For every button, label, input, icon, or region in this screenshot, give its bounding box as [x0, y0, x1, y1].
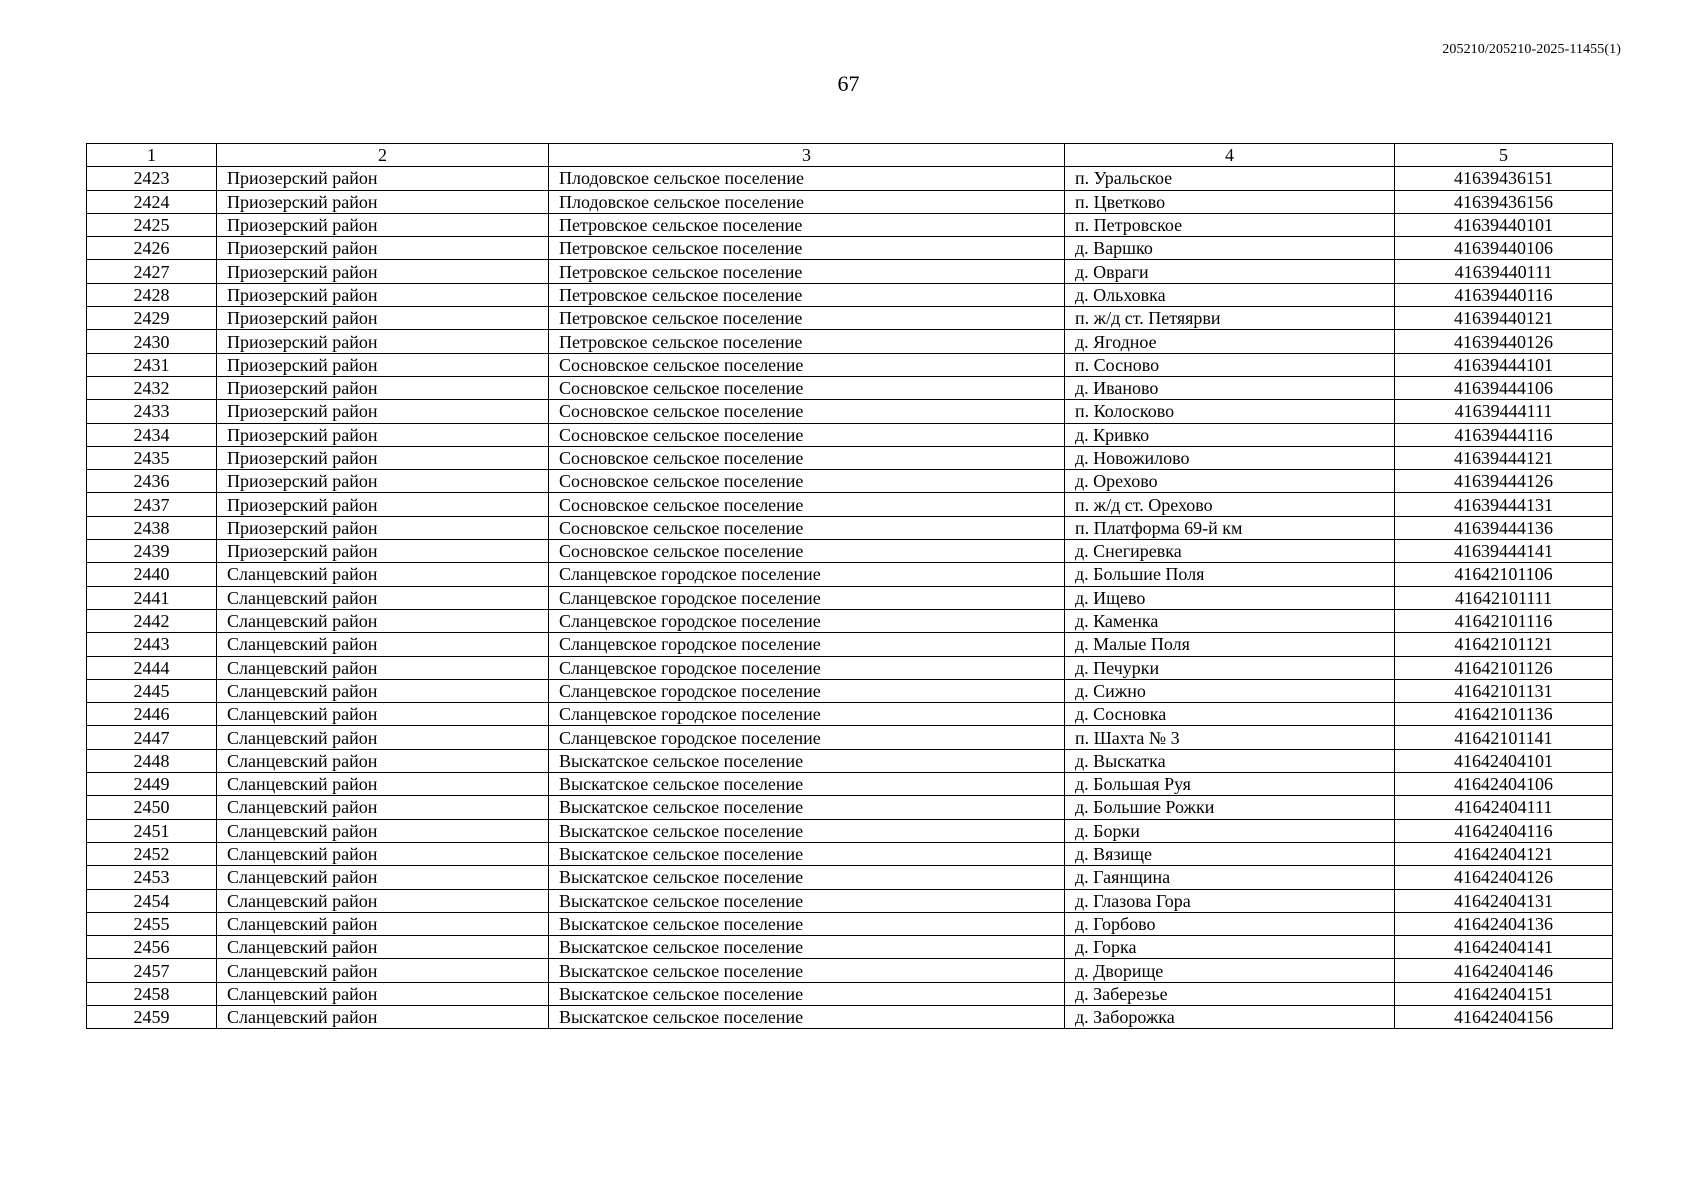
table-row [87, 889, 1613, 912]
locality-cell: п. ж/д ст. Орехово [1065, 493, 1395, 516]
locality-cell: д. Борки [1065, 819, 1395, 842]
settlement-cell: Петровское сельское поселение [549, 213, 1065, 236]
district-cell: Приозерский район [217, 353, 549, 376]
settlement-cell: Выскатское сельское поселение [549, 842, 1065, 865]
row-number-cell: 2437 [87, 493, 217, 516]
district-cell: Приозерский район [217, 237, 549, 260]
row-number-cell: 2434 [87, 423, 217, 446]
row-number-cell: 2444 [87, 656, 217, 679]
settlement-cell: Сосновское сельское поселение [549, 516, 1065, 539]
row-number-cell: 2449 [87, 773, 217, 796]
locality-cell: п. ж/д ст. Петяярви [1065, 307, 1395, 330]
table-row [87, 260, 1613, 283]
row-number-cell: 2430 [87, 330, 217, 353]
district-cell: Сланцевский район [217, 796, 549, 819]
district-cell: Сланцевский район [217, 656, 549, 679]
locality-cell: д. Гаянщина [1065, 866, 1395, 889]
code-cell: 41642101131 [1395, 679, 1613, 702]
code-cell: 41642404106 [1395, 773, 1613, 796]
settlement-cell: Сланцевское городское поселение [549, 609, 1065, 632]
locality-cell: д. Сосновка [1065, 703, 1395, 726]
district-cell: Сланцевский район [217, 819, 549, 842]
code-cell: 41639440111 [1395, 260, 1613, 283]
district-cell: Сланцевский район [217, 749, 549, 772]
row-number-cell: 2428 [87, 283, 217, 306]
code-cell: 41639444111 [1395, 400, 1613, 423]
table-row [87, 866, 1613, 889]
settlement-cell: Сосновское сельское поселение [549, 376, 1065, 399]
table-row [87, 376, 1613, 399]
column-header: 2 [217, 144, 549, 167]
table-row [87, 213, 1613, 236]
district-cell: Приозерский район [217, 190, 549, 213]
table-row [87, 609, 1613, 632]
code-cell: 41642101136 [1395, 703, 1613, 726]
code-cell: 41639440101 [1395, 213, 1613, 236]
district-cell: Сланцевский район [217, 959, 549, 982]
locality-cell: д. Горка [1065, 936, 1395, 959]
page-number: 67 [837, 71, 860, 96]
locality-cell: д. Орехово [1065, 470, 1395, 493]
code-cell: 41642404116 [1395, 819, 1613, 842]
row-number-cell: 2441 [87, 586, 217, 609]
locality-cell: д. Варшко [1065, 237, 1395, 260]
settlement-cell: Плодовское сельское поселение [549, 167, 1065, 190]
district-cell: Сланцевский район [217, 936, 549, 959]
locality-cell: д. Сижно [1065, 679, 1395, 702]
table-row [87, 330, 1613, 353]
district-cell: Сланцевский район [217, 912, 549, 935]
locality-cell: д. Выскатка [1065, 749, 1395, 772]
table-row [87, 446, 1613, 469]
table-row [87, 400, 1613, 423]
district-cell: Сланцевский район [217, 586, 549, 609]
district-cell: Сланцевский район [217, 726, 549, 749]
settlement-cell: Петровское сельское поселение [549, 307, 1065, 330]
row-number-cell: 2450 [87, 796, 217, 819]
table-row [87, 959, 1613, 982]
table-row [87, 796, 1613, 819]
settlement-cell: Выскатское сельское поселение [549, 936, 1065, 959]
code-cell: 41642404121 [1395, 842, 1613, 865]
code-cell: 41639440106 [1395, 237, 1613, 260]
table-row [87, 679, 1613, 702]
settlement-cell: Выскатское сельское поселение [549, 889, 1065, 912]
row-number-cell: 2435 [87, 446, 217, 469]
column-header: 3 [549, 144, 1065, 167]
table-row [87, 819, 1613, 842]
row-number-cell: 2453 [87, 866, 217, 889]
table-row [87, 633, 1613, 656]
settlement-cell: Петровское сельское поселение [549, 330, 1065, 353]
row-number-cell: 2458 [87, 982, 217, 1005]
code-cell: 41639444126 [1395, 470, 1613, 493]
row-number-cell: 2436 [87, 470, 217, 493]
district-cell: Приозерский район [217, 423, 549, 446]
table-row [87, 307, 1613, 330]
table-row [87, 353, 1613, 376]
district-cell: Приозерский район [217, 493, 549, 516]
row-number-cell: 2433 [87, 400, 217, 423]
table-row [87, 190, 1613, 213]
table-row [87, 749, 1613, 772]
district-cell: Сланцевский район [217, 633, 549, 656]
district-cell: Приозерский район [217, 213, 549, 236]
row-number-cell: 2438 [87, 516, 217, 539]
code-cell: 41642404131 [1395, 889, 1613, 912]
table-row [87, 470, 1613, 493]
district-cell: Приозерский район [217, 307, 549, 330]
code-cell: 41642404136 [1395, 912, 1613, 935]
row-number-cell: 2454 [87, 889, 217, 912]
district-cell: Сланцевский район [217, 866, 549, 889]
settlement-cell: Сосновское сельское поселение [549, 353, 1065, 376]
settlement-cell: Петровское сельское поселение [549, 260, 1065, 283]
settlement-cell: Выскатское сельское поселение [549, 749, 1065, 772]
settlement-cell: Петровское сельское поселение [549, 237, 1065, 260]
settlement-cell: Петровское сельское поселение [549, 283, 1065, 306]
district-cell: Сланцевский район [217, 609, 549, 632]
locality-cell: д. Ягодное [1065, 330, 1395, 353]
table-row [87, 1005, 1613, 1028]
code-cell: 41642101126 [1395, 656, 1613, 679]
settlement-cell: Выскатское сельское поселение [549, 796, 1065, 819]
code-cell: 41642101121 [1395, 633, 1613, 656]
locality-cell: д. Ольховка [1065, 283, 1395, 306]
row-number-cell: 2446 [87, 703, 217, 726]
row-number-cell: 2448 [87, 749, 217, 772]
locality-cell: д. Новожилово [1065, 446, 1395, 469]
locality-cell: д. Большие Поля [1065, 563, 1395, 586]
code-cell: 41642404146 [1395, 959, 1613, 982]
district-cell: Сланцевский район [217, 703, 549, 726]
code-cell: 41642101141 [1395, 726, 1613, 749]
settlement-cell: Сланцевское городское поселение [549, 726, 1065, 749]
code-cell: 41639436156 [1395, 190, 1613, 213]
table-row [87, 493, 1613, 516]
settlement-cell: Выскатское сельское поселение [549, 866, 1065, 889]
settlement-cell: Выскатское сельское поселение [549, 912, 1065, 935]
table-row [87, 842, 1613, 865]
locality-cell: д. Глазова Гора [1065, 889, 1395, 912]
code-cell: 41639440126 [1395, 330, 1613, 353]
code-cell: 41642404111 [1395, 796, 1613, 819]
code-cell: 41642101106 [1395, 563, 1613, 586]
row-number-cell: 2443 [87, 633, 217, 656]
settlement-cell: Плодовское сельское поселение [549, 190, 1065, 213]
district-cell: Приозерский район [217, 446, 549, 469]
table-row [87, 283, 1613, 306]
code-cell: 41642404141 [1395, 936, 1613, 959]
code-cell: 41642404151 [1395, 982, 1613, 1005]
code-cell: 41642404156 [1395, 1005, 1613, 1028]
settlement-cell: Сосновское сельское поселение [549, 400, 1065, 423]
settlement-cell: Сосновское сельское поселение [549, 493, 1065, 516]
district-cell: Приозерский район [217, 400, 549, 423]
table-row [87, 912, 1613, 935]
code-cell: 41642404126 [1395, 866, 1613, 889]
locality-cell: п. Уральское [1065, 167, 1395, 190]
locality-cell: д. Иваново [1065, 376, 1395, 399]
code-cell: 41639444121 [1395, 446, 1613, 469]
locality-cell: д. Горбово [1065, 912, 1395, 935]
settlement-cell: Выскатское сельское поселение [549, 819, 1065, 842]
row-number-cell: 2456 [87, 936, 217, 959]
row-number-cell: 2431 [87, 353, 217, 376]
locality-cell: д. Овраги [1065, 260, 1395, 283]
table-row [87, 936, 1613, 959]
code-cell: 41642404101 [1395, 749, 1613, 772]
locality-cell: д. Большая Руя [1065, 773, 1395, 796]
locality-cell: д. Снегиревка [1065, 540, 1395, 563]
district-cell: Приозерский район [217, 516, 549, 539]
settlement-cell: Выскатское сельское поселение [549, 1005, 1065, 1028]
row-number-cell: 2429 [87, 307, 217, 330]
table-row [87, 656, 1613, 679]
locality-cell: д. Кривко [1065, 423, 1395, 446]
district-cell: Сланцевский район [217, 889, 549, 912]
settlement-cell: Сланцевское городское поселение [549, 679, 1065, 702]
settlement-cell: Сосновское сельское поселение [549, 446, 1065, 469]
district-cell: Сланцевский район [217, 1005, 549, 1028]
district-cell: Приозерский район [217, 540, 549, 563]
table-row [87, 167, 1613, 190]
locality-cell: д. Каменка [1065, 609, 1395, 632]
table-row [87, 237, 1613, 260]
code-cell: 41642101116 [1395, 609, 1613, 632]
district-cell: Приозерский район [217, 330, 549, 353]
locality-cell: д. Дворище [1065, 959, 1395, 982]
settlement-cell: Выскатское сельское поселение [549, 773, 1065, 796]
code-cell: 41639444131 [1395, 493, 1613, 516]
settlement-cell: Сланцевское городское поселение [549, 563, 1065, 586]
row-number-cell: 2424 [87, 190, 217, 213]
settlement-cell: Выскатское сельское поселение [549, 982, 1065, 1005]
district-cell: Приозерский район [217, 260, 549, 283]
district-cell: Приозерский район [217, 470, 549, 493]
column-header: 4 [1065, 144, 1395, 167]
row-number-cell: 2439 [87, 540, 217, 563]
row-number-cell: 2426 [87, 237, 217, 260]
locality-cell: д. Заберезье [1065, 982, 1395, 1005]
row-number-cell: 2459 [87, 1005, 217, 1028]
settlement-cell: Сосновское сельское поселение [549, 423, 1065, 446]
table-row [87, 703, 1613, 726]
locality-cell: п. Колосково [1065, 400, 1395, 423]
locality-cell: д. Малые Поля [1065, 633, 1395, 656]
column-header: 5 [1395, 144, 1613, 167]
settlement-cell: Сланцевское городское поселение [549, 703, 1065, 726]
district-cell: Сланцевский район [217, 773, 549, 796]
code-cell: 41642101111 [1395, 586, 1613, 609]
district-cell: Приозерский район [217, 376, 549, 399]
code-cell: 41639444106 [1395, 376, 1613, 399]
code-cell: 41639444141 [1395, 540, 1613, 563]
row-number-cell: 2445 [87, 679, 217, 702]
table-row [87, 423, 1613, 446]
column-header: 1 [87, 144, 217, 167]
row-number-cell: 2432 [87, 376, 217, 399]
table-header-row [87, 144, 1613, 167]
table-body [87, 167, 1613, 1029]
settlement-cell: Сосновское сельское поселение [549, 470, 1065, 493]
settlement-cell: Сланцевское городское поселение [549, 633, 1065, 656]
table-row [87, 563, 1613, 586]
table-row [87, 982, 1613, 1005]
table-row [87, 726, 1613, 749]
code-cell: 41639436151 [1395, 167, 1613, 190]
code-cell: 41639444101 [1395, 353, 1613, 376]
code-cell: 41639440116 [1395, 283, 1613, 306]
code-cell: 41639440121 [1395, 307, 1613, 330]
locality-cell: д. Вязище [1065, 842, 1395, 865]
district-cell: Сланцевский район [217, 679, 549, 702]
code-cell: 41639444136 [1395, 516, 1613, 539]
locality-cell: п. Шахта № 3 [1065, 726, 1395, 749]
district-cell: Сланцевский район [217, 563, 549, 586]
settlement-cell: Сосновское сельское поселение [549, 540, 1065, 563]
locality-cell: п. Цветково [1065, 190, 1395, 213]
district-cell: Сланцевский район [217, 842, 549, 865]
settlements-table [86, 143, 1613, 1029]
locality-cell: п. Платформа 69-й км [1065, 516, 1395, 539]
table-row [87, 516, 1613, 539]
row-number-cell: 2427 [87, 260, 217, 283]
district-cell: Сланцевский район [217, 982, 549, 1005]
row-number-cell: 2451 [87, 819, 217, 842]
table-row [87, 540, 1613, 563]
settlement-cell: Выскатское сельское поселение [549, 959, 1065, 982]
district-cell: Приозерский район [217, 167, 549, 190]
district-cell: Приозерский район [217, 283, 549, 306]
locality-cell: д. Заборожка [1065, 1005, 1395, 1028]
document-id: 205210/205210-2025-11455(1) [1442, 42, 1621, 57]
row-number-cell: 2423 [87, 167, 217, 190]
settlement-cell: Сланцевское городское поселение [549, 586, 1065, 609]
row-number-cell: 2425 [87, 213, 217, 236]
row-number-cell: 2457 [87, 959, 217, 982]
row-number-cell: 2455 [87, 912, 217, 935]
locality-cell: д. Печурки [1065, 656, 1395, 679]
locality-cell: п. Сосново [1065, 353, 1395, 376]
row-number-cell: 2452 [87, 842, 217, 865]
row-number-cell: 2440 [87, 563, 217, 586]
locality-cell: д. Ищево [1065, 586, 1395, 609]
code-cell: 41639444116 [1395, 423, 1613, 446]
locality-cell: п. Петровское [1065, 213, 1395, 236]
table-row [87, 586, 1613, 609]
locality-cell: д. Большие Рожки [1065, 796, 1395, 819]
settlement-cell: Сланцевское городское поселение [549, 656, 1065, 679]
row-number-cell: 2447 [87, 726, 217, 749]
table-row [87, 773, 1613, 796]
row-number-cell: 2442 [87, 609, 217, 632]
